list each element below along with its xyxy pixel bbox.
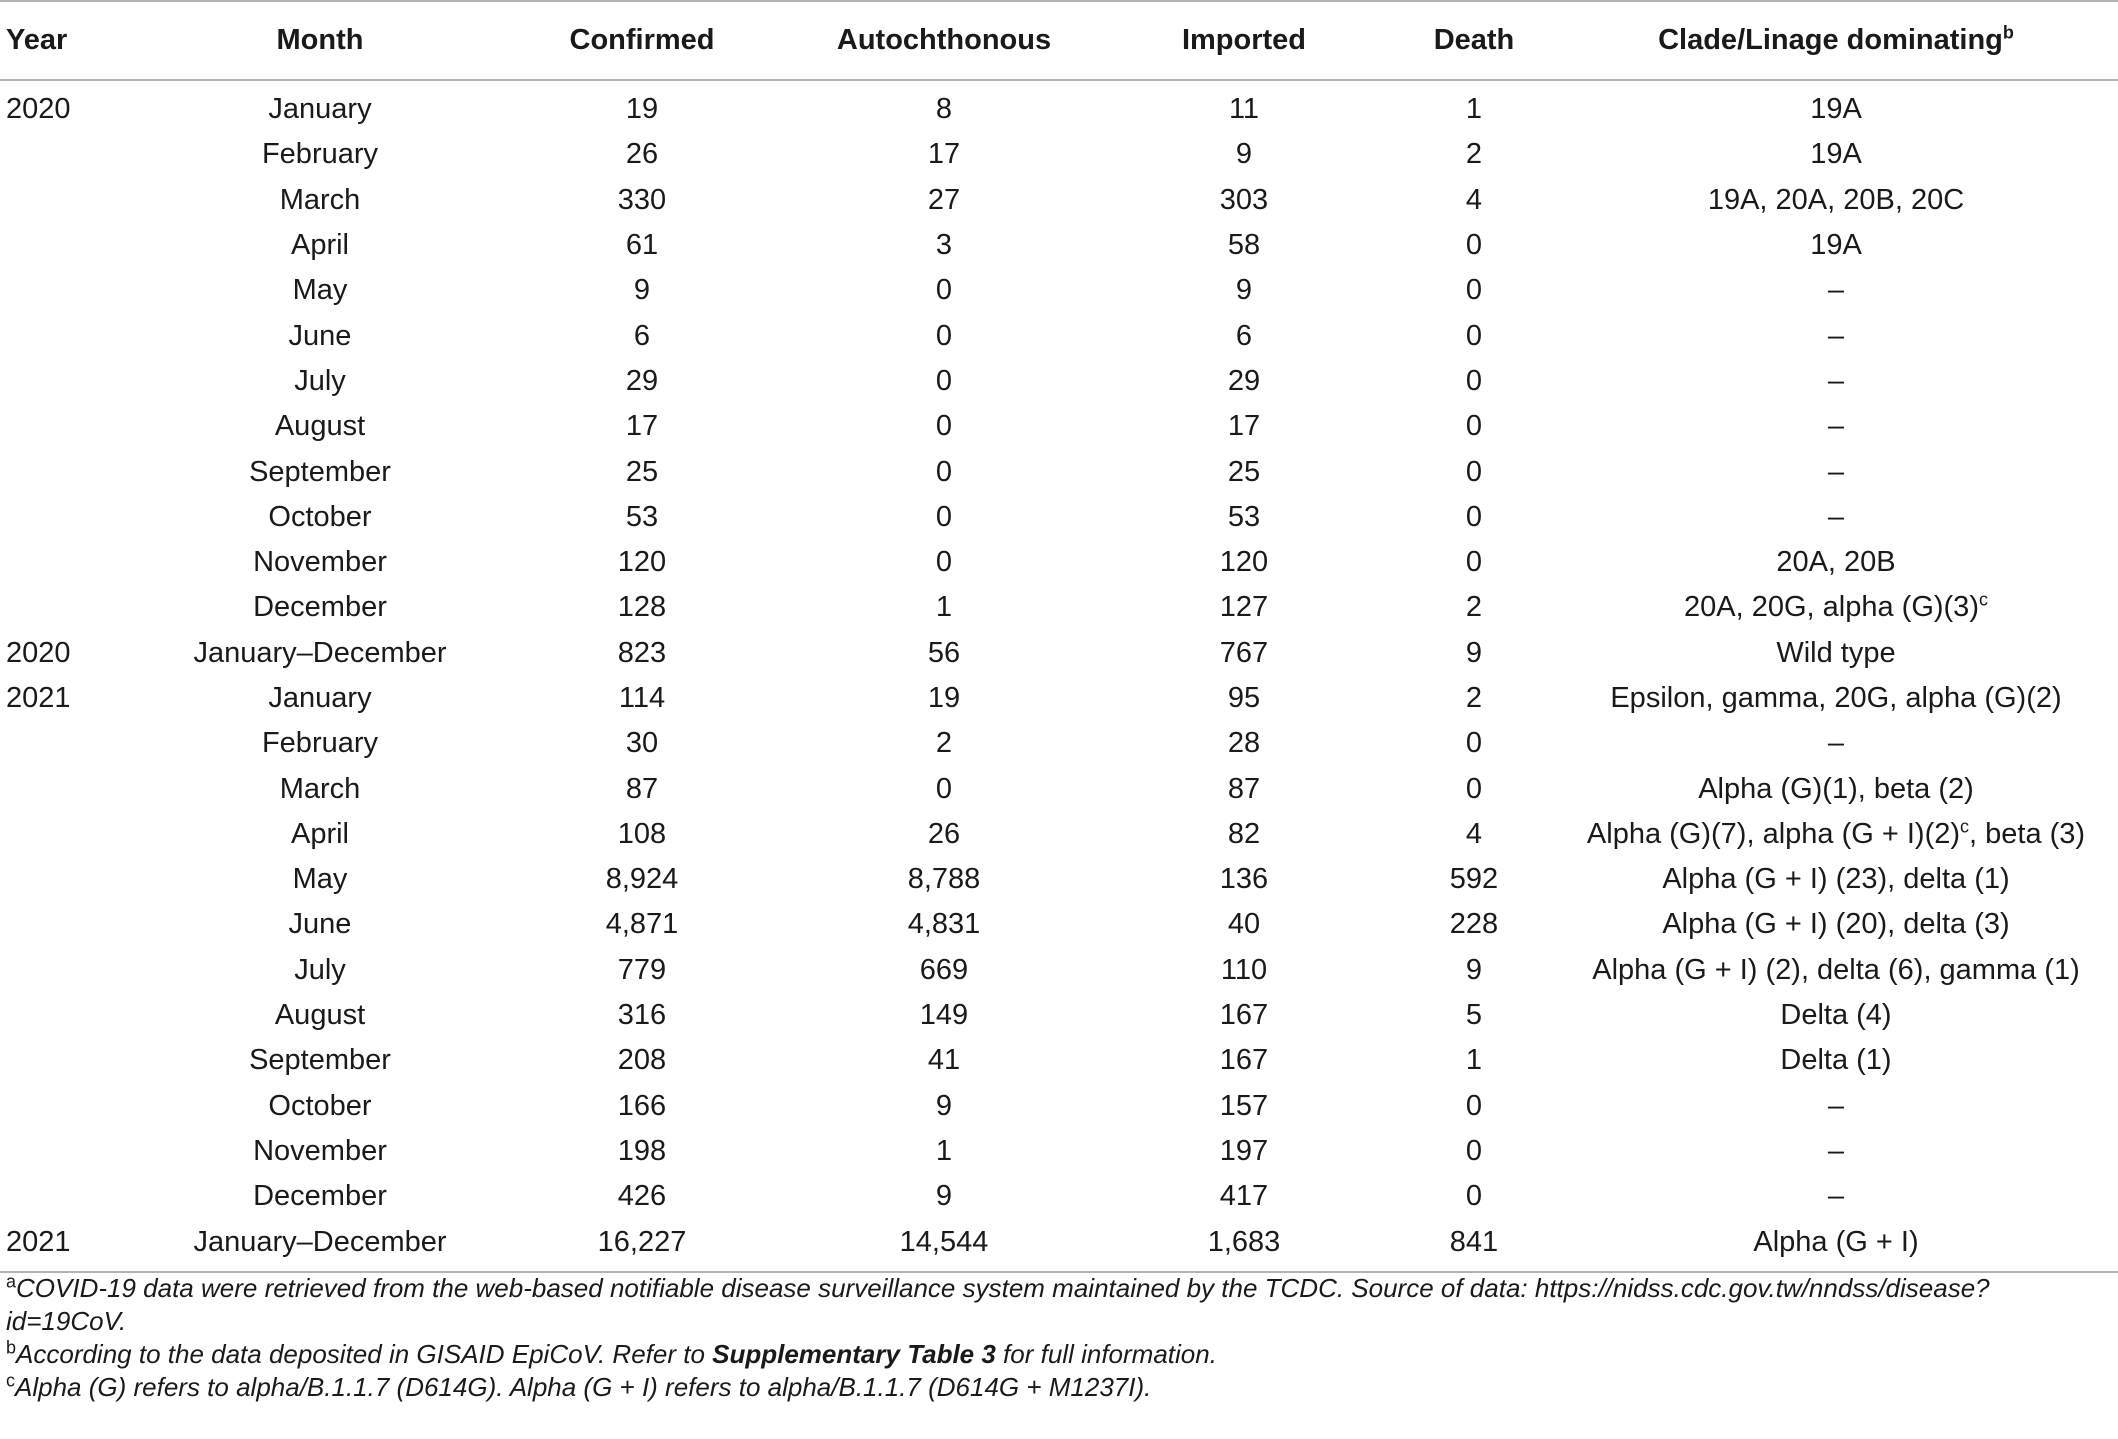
cell-confirmed: 29 (625, 364, 659, 397)
cell-autochthonous: 41 (927, 1044, 961, 1077)
cell-confirmed: 779 (617, 953, 667, 986)
table-row (0, 676, 2118, 721)
cell-imported: 9 (1235, 274, 1253, 307)
table-row (0, 495, 2118, 540)
cell-month: May (292, 274, 348, 307)
cell-confirmed: 4,871 (605, 908, 679, 941)
cell-clade-text: – (1827, 319, 1845, 352)
cell-autochthonous: 26 (927, 817, 961, 850)
header-clade (1554, 1, 2118, 80)
cell-month: December (253, 591, 387, 624)
cell-year (0, 1084, 150, 1129)
table-row (0, 313, 2118, 358)
cell-imported: 25 (1227, 455, 1261, 488)
cell-year (0, 268, 150, 313)
cell-clade (1554, 766, 2118, 811)
table-row (0, 178, 2118, 223)
cell-confirmed: 87 (625, 772, 659, 805)
cell-year (0, 585, 150, 630)
cell-clade (1554, 540, 2118, 585)
cell-confirmed: 8,924 (605, 863, 679, 896)
cell-imported: 1,683 (1094, 1219, 1394, 1271)
cell-year (0, 495, 150, 540)
cell-autochthonous: 0 (935, 410, 953, 443)
table-row (0, 721, 2118, 766)
cell-month: November (253, 546, 387, 579)
cell-confirmed: 330 (617, 183, 667, 216)
cell-clade-text: – (1827, 455, 1845, 488)
cell-autochthonous: 17 (927, 138, 961, 171)
cell-confirmed: 198 (617, 1134, 667, 1167)
header-clade-footnote-mark: b (2002, 22, 2014, 43)
cell-year (0, 449, 150, 494)
table-row (0, 223, 2118, 268)
cell-clade-text: – (1827, 1180, 1845, 1213)
cell-imported: 11 (1228, 93, 1260, 126)
cell-year (0, 857, 150, 902)
cell-year: 2021 (0, 1219, 150, 1271)
cell-clade (1554, 631, 2118, 676)
cell-autochthonous: 14,544 (794, 1219, 1094, 1271)
cell-autochthonous: 27 (927, 183, 961, 216)
cell-year (0, 223, 150, 268)
cell-month: January–December (150, 1219, 490, 1271)
cell-autochthonous: 0 (935, 772, 953, 805)
cell-imported: 767 (1219, 636, 1269, 669)
table-row (0, 631, 2118, 676)
cell-death: 9 (1465, 636, 1483, 669)
cell-confirmed: 30 (625, 727, 659, 760)
cell-clade (1554, 132, 2118, 177)
cell-clade (1554, 857, 2118, 902)
footnote-a-mark: a (6, 1271, 17, 1292)
cell-death: 1 (1465, 1044, 1483, 1077)
cell-autochthonous: 0 (935, 319, 953, 352)
header-year: Year (0, 1, 150, 80)
table-row (0, 948, 2118, 993)
table-row (0, 902, 2118, 947)
cell-year (0, 178, 150, 223)
table-row (0, 585, 2118, 630)
cell-year (0, 721, 150, 766)
cell-autochthonous: 9 (935, 1180, 953, 1213)
cell-confirmed: 19 (625, 93, 659, 126)
cell-clade (1554, 1084, 2118, 1129)
cell-death: 0 (1465, 364, 1483, 397)
cell-confirmed: 120 (617, 546, 667, 579)
cell-year (0, 132, 150, 177)
cell-year (0, 313, 150, 358)
table-row (0, 1038, 2118, 1083)
cell-year (0, 359, 150, 404)
cell-confirmed: 9 (633, 274, 651, 307)
cell-clade-text: Alpha (G)(7), alpha (G + I)(2) (1586, 817, 1961, 850)
cell-year (0, 1174, 150, 1219)
cell-clade-text: 19A, 20A, 20B, 20C (1707, 183, 1965, 216)
cell-confirmed: 114 (618, 682, 666, 714)
cell-clade (1554, 223, 2118, 268)
cell-clade (1554, 404, 2118, 449)
cell-death: 2 (1465, 591, 1483, 624)
cell-year (0, 1038, 150, 1083)
cell-month: May (292, 863, 348, 896)
cell-clade-text-after: , beta (3) (1969, 817, 2086, 850)
cell-year (0, 948, 150, 993)
cell-autochthonous: 8,788 (907, 863, 981, 896)
cell-death: 0 (1465, 274, 1483, 307)
cell-confirmed: 61 (625, 229, 659, 262)
cell-month: December (253, 1180, 387, 1213)
footnote-c-mark: c (6, 1370, 15, 1391)
cell-clade (1554, 902, 2118, 947)
cell-year (0, 812, 150, 857)
cell-month: February (261, 727, 379, 760)
cell-death: 4 (1465, 183, 1483, 216)
cell-imported: 417 (1219, 1180, 1269, 1213)
cell-year (0, 766, 150, 811)
cell-clade (1554, 812, 2118, 857)
cell-confirmed: 108 (617, 817, 667, 850)
cell-clade-text: 20A, 20G, alpha (G)(3) (1684, 591, 1979, 624)
table-row (0, 80, 2118, 132)
cell-death: 0 (1465, 229, 1483, 262)
cell-confirmed: 53 (625, 500, 659, 533)
header-clade-label: Clade/Linage dominating (1658, 24, 2003, 56)
cell-clade (1554, 495, 2118, 540)
cell-year (0, 404, 150, 449)
cell-autochthonous: 4,831 (907, 908, 981, 941)
cell-death: 5 (1465, 999, 1483, 1032)
cell-confirmed: 6 (633, 319, 651, 352)
cell-autochthonous: 3 (935, 229, 953, 262)
cell-imported: 197 (1219, 1134, 1269, 1167)
cell-death: 0 (1465, 727, 1483, 760)
cell-death: 0 (1465, 410, 1483, 443)
table-row (0, 857, 2118, 902)
cell-confirmed: 208 (617, 1044, 667, 1077)
cell-month: November (253, 1134, 387, 1167)
cell-imported: 167 (1219, 999, 1269, 1032)
cell-death: 0 (1465, 546, 1483, 579)
cell-month: February (261, 138, 379, 171)
cell-clade-text: 19A (1810, 138, 1862, 171)
cell-death: 2 (1465, 138, 1483, 171)
cell-month: October (268, 500, 372, 533)
cell-clade (1554, 80, 2118, 132)
cell-autochthonous: 1 (935, 1134, 953, 1167)
footnote-b-text-after: for full information. (995, 1339, 1217, 1369)
cell-death: 9 (1465, 953, 1483, 986)
cell-year: 2020 (6, 636, 71, 669)
cell-month: January–December (193, 636, 447, 669)
cell-imported: 29 (1227, 364, 1261, 397)
cell-clade-text: Wild type (1776, 636, 1896, 669)
cell-year (0, 902, 150, 947)
table-row (0, 1219, 2118, 1271)
cell-year (0, 1129, 150, 1174)
cell-autochthonous: 8 (935, 93, 953, 126)
cell-imported: 120 (1219, 546, 1269, 579)
cell-death: 0 (1465, 319, 1483, 352)
cell-clade (1554, 449, 2118, 494)
cell-clade (1554, 1174, 2118, 1219)
cell-month: April (290, 817, 349, 850)
cell-clade-text: Alpha (G + I) (1753, 1225, 1919, 1258)
cell-clade-text: Alpha (G + I) (2), delta (6), gamma (1) (1592, 953, 2080, 986)
footnote-a (6, 1272, 2106, 1338)
cell-clade-footnote-mark: c (1978, 589, 1988, 610)
table-row (0, 359, 2118, 404)
cell-imported: 82 (1227, 817, 1261, 850)
cell-month: March (279, 772, 361, 805)
cell-death: 2 (1465, 682, 1483, 714)
header-month: Month (150, 1, 490, 80)
cell-clade (1554, 948, 2118, 993)
footnote-c-text: Alpha (G) refers to alpha/B.1.1.7 (D614G). Alpha (G + I) refers to alpha/B.1.1.7 (D614G + M1237I). (15, 1372, 1152, 1402)
cell-clade (1554, 178, 2118, 223)
cell-autochthonous: 2 (935, 727, 953, 760)
cell-clade (1554, 359, 2118, 404)
table-row (0, 1129, 2118, 1174)
cell-clade (1554, 993, 2118, 1038)
footnote-b-mark: b (6, 1337, 17, 1358)
cell-confirmed: 426 (617, 1180, 667, 1213)
cell-confirmed: 17 (625, 410, 659, 443)
cell-imported: 40 (1227, 908, 1261, 941)
cell-clade-text: – (1827, 274, 1845, 307)
table-row (0, 449, 2118, 494)
cell-clade-footnote-mark: c (1960, 816, 1970, 837)
cell-clade (1554, 268, 2118, 313)
cell-autochthonous: 0 (935, 364, 953, 397)
table-body (0, 80, 2118, 1272)
cell-month: August (274, 410, 366, 443)
cell-clade (1554, 585, 2118, 630)
cell-imported: 136 (1219, 863, 1269, 896)
table-row (0, 1084, 2118, 1129)
cell-death: 841 (1394, 1219, 1554, 1271)
table-row (0, 812, 2118, 857)
cell-clade-text: Alpha (G + I) (23), delta (1) (1662, 863, 2010, 896)
cell-month: June (288, 319, 352, 352)
cell-clade-text: – (1827, 1134, 1845, 1167)
cell-imported: 58 (1227, 229, 1261, 262)
cell-clade-text: 19A (1810, 93, 1862, 126)
cell-death: 228 (1449, 908, 1499, 941)
cell-month: January (268, 682, 372, 714)
cell-year: 2020 (6, 93, 71, 126)
cell-imported: 87 (1227, 772, 1261, 805)
cell-autochthonous: 0 (935, 546, 953, 579)
cell-confirmed: 16,227 (490, 1219, 794, 1271)
cell-death: 0 (1465, 772, 1483, 805)
cell-clade (1554, 676, 2118, 721)
cell-month: April (290, 229, 349, 262)
table-row (0, 1174, 2118, 1219)
cell-death: 592 (1449, 863, 1499, 896)
cell-autochthonous: 56 (927, 636, 961, 669)
cell-death: 0 (1465, 1089, 1483, 1122)
footnote-b-bold-reference: Supplementary Table 3 (712, 1339, 996, 1369)
cell-clade-text: – (1827, 410, 1845, 443)
cell-imported: 167 (1219, 1044, 1269, 1077)
cell-death: 1 (1465, 93, 1483, 126)
cell-imported: 28 (1227, 727, 1261, 760)
table-header-row (0, 1, 2118, 80)
cell-clade (1554, 721, 2118, 766)
cell-autochthonous: 19 (927, 682, 961, 714)
cell-death: 4 (1465, 817, 1483, 850)
header-autochthonous: Autochthonous (794, 1, 1094, 80)
cell-clade-text: Delta (4) (1780, 999, 1892, 1032)
cell-clade-text: – (1827, 1089, 1845, 1122)
cell-year (0, 993, 150, 1038)
cell-imported: 9 (1235, 138, 1253, 171)
cell-month: October (268, 1089, 372, 1122)
cell-clade-text: – (1827, 727, 1845, 760)
footnote-b-text-before: According to the data deposited in GISAID EpiCoV. Refer to (16, 1339, 713, 1369)
cell-month: September (249, 455, 391, 488)
cell-imported: 17 (1227, 410, 1261, 443)
cell-month: March (279, 183, 361, 216)
cell-imported: 95 (1227, 682, 1261, 714)
cell-autochthonous: 9 (935, 1089, 953, 1122)
cell-autochthonous: 0 (935, 500, 953, 533)
cell-year (0, 540, 150, 585)
cell-month: August (274, 999, 366, 1032)
cell-clade-text: Alpha (G + I) (20), delta (3) (1662, 908, 2010, 941)
cell-clade-text: Epsilon, gamma, 20G, alpha (G)(2) (1610, 682, 2062, 714)
cell-autochthonous: 149 (919, 999, 969, 1032)
cell-clade-text: 19A (1810, 229, 1862, 262)
cell-year: 2021 (6, 682, 71, 714)
cell-imported: 303 (1219, 183, 1269, 216)
header-confirmed: Confirmed (490, 1, 794, 80)
footnote-b (6, 1338, 2106, 1371)
cell-clade-text: Delta (1) (1780, 1044, 1892, 1077)
cell-autochthonous: 0 (935, 455, 953, 488)
cell-clade-text: – (1827, 364, 1845, 397)
cell-imported: 53 (1227, 500, 1261, 533)
cell-confirmed: 316 (617, 999, 667, 1032)
table-row (0, 268, 2118, 313)
cell-month: January (268, 93, 372, 126)
table-row (0, 540, 2118, 585)
cell-clade (1554, 313, 2118, 358)
cell-imported: 110 (1220, 953, 1268, 986)
cell-clade (1554, 1129, 2118, 1174)
table-row (0, 404, 2118, 449)
cell-death: 0 (1465, 1134, 1483, 1167)
cell-month: September (249, 1044, 391, 1077)
cell-month: July (294, 953, 346, 986)
cell-clade-text: – (1827, 500, 1845, 533)
table-row (0, 132, 2118, 177)
cell-confirmed: 166 (617, 1089, 667, 1122)
cell-death: 0 (1465, 1180, 1483, 1213)
footnotes (6, 1272, 2106, 1404)
cell-clade-text: Alpha (G)(1), beta (2) (1698, 772, 1974, 805)
cell-imported: 157 (1219, 1089, 1269, 1122)
cell-death: 0 (1465, 500, 1483, 533)
footnote-c (6, 1371, 2106, 1404)
cell-month: June (288, 908, 352, 941)
cell-month: July (294, 364, 346, 397)
cell-autochthonous: 0 (935, 274, 953, 307)
cell-clade (1554, 1038, 2118, 1083)
cell-confirmed: 26 (625, 138, 659, 171)
header-death: Death (1394, 1, 1554, 80)
cell-autochthonous: 1 (935, 591, 953, 624)
cell-imported: 127 (1219, 591, 1269, 624)
cell-death: 0 (1465, 455, 1483, 488)
cell-confirmed: 823 (617, 636, 667, 669)
table-row (0, 766, 2118, 811)
cell-clade-text: 20A, 20B (1776, 546, 1896, 579)
table-row (0, 993, 2118, 1038)
header-imported: Imported (1094, 1, 1394, 80)
cell-confirmed: 128 (617, 591, 667, 624)
cell-confirmed: 25 (625, 455, 659, 488)
cell-autochthonous: 669 (919, 953, 969, 986)
footnote-a-text: COVID-19 data were retrieved from the web-based notifiable disease surveillance system maintained by the TCDC. Source of data: https://nidss.cdc.gov.tw/nndss/disease?id=19CoV. (6, 1273, 1990, 1336)
cell-imported: 6 (1235, 319, 1253, 352)
cell-clade (1554, 1219, 2118, 1271)
